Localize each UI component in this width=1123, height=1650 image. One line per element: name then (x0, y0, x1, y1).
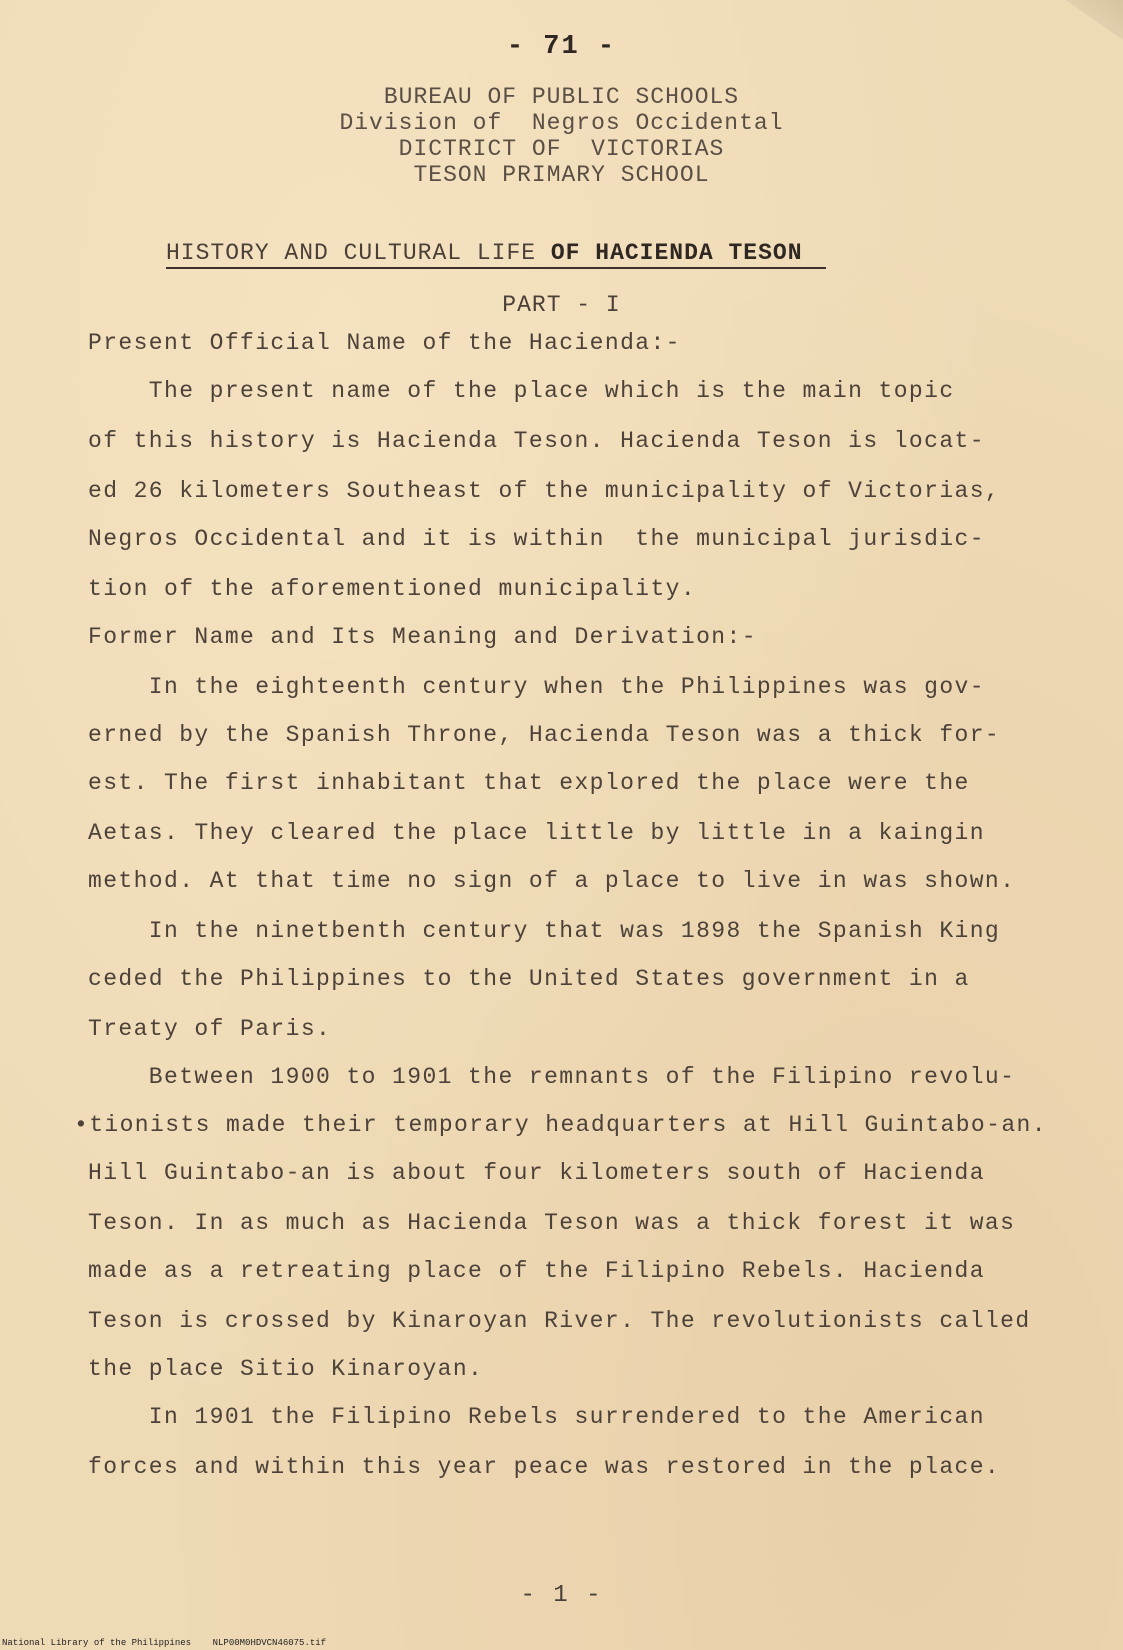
bottom-page-number: - 1 - (520, 1582, 603, 1609)
body-line-4: ed 26 kilometers Southeast of the municipality of Victorias, (88, 478, 1001, 504)
body-line-5: Negros Occidental and it is within the municipal jurisdic- (88, 526, 985, 552)
header-block (0, 84, 1123, 188)
body-line-9: erned by the Spanish Throne, Hacienda Teson was a thick for- (88, 722, 1001, 748)
body-line-3: of this history is Hacienda Teson. Hacienda Teson is locat- (88, 428, 985, 454)
top-page-number: - 71 - (506, 32, 617, 62)
body-line-13: In the ninetbenth century that was 1898 the Spanish King (88, 918, 1001, 944)
body-line-15: Treaty of Paris. (88, 1016, 332, 1042)
archive-footer-caption: National Library of the Philippines NLP00M0HDVCN46075.tif (2, 1638, 327, 1648)
body-line-8: In the eighteenth century when the Philippines was gov- (88, 674, 985, 700)
header-line-school: TESON PRIMARY SCHOOL (413, 162, 710, 188)
body-line-17: •tionists made their temporary headquarters at Hill Guintabo-an. (74, 1112, 1047, 1138)
body-line-1: Present Official Name of the Hacienda:- (88, 330, 681, 356)
header-line-bureau: BUREAU OF PUBLIC SCHOOLS (383, 84, 740, 110)
body-line-2: The present name of the place which is the main topic (88, 378, 955, 404)
body-line-12: method. At that time no sign of a place to live in was shown. (88, 868, 1016, 894)
body-line-6: tion of the aforementioned municipality. (88, 576, 697, 602)
body-line-19: Teson. In as much as Hacienda Teson was a thick forest it was (88, 1210, 1016, 1236)
part-label: PART - I (502, 292, 621, 318)
body-line-16: Between 1900 to 1901 the remnants of the Filipino revolu- (88, 1064, 1016, 1090)
body-line-7: Former Name and Its Meaning and Derivation:- (88, 624, 757, 650)
header-line-district: DICTRICT OF VICTORIAS (398, 136, 725, 162)
body-line-18: Hill Guintabo-an is about four kilometers south of Hacienda (88, 1160, 985, 1186)
body-line-20: made as a retreating place of the Filipino Rebels. Hacienda (88, 1258, 985, 1284)
body-line-11: Aetas. They cleared the place little by little in a kaingin (88, 820, 985, 846)
body-line-21: Teson is crossed by Kinaroyan River. The revolutionists called (88, 1308, 1031, 1334)
header-line-division: Division of Negros Occidental (339, 110, 784, 136)
body-line-10: est. The first inhabitant that explored the place were the (88, 770, 970, 796)
body-line-23: In 1901 the Filipino Rebels surrendered to the American (88, 1404, 985, 1430)
body-line-14: ceded the Philippines to the United States government in a (88, 966, 970, 992)
document-title (166, 240, 826, 269)
title-part-2: OF HACIENDA TESON (550, 240, 803, 266)
title-part-1: HISTORY AND CULTURAL LIFE (166, 240, 551, 266)
body-line-22: the place Sitio Kinaroyan. (88, 1356, 484, 1382)
body-line-24: forces and within this year peace was restored in the place. (88, 1454, 1001, 1480)
